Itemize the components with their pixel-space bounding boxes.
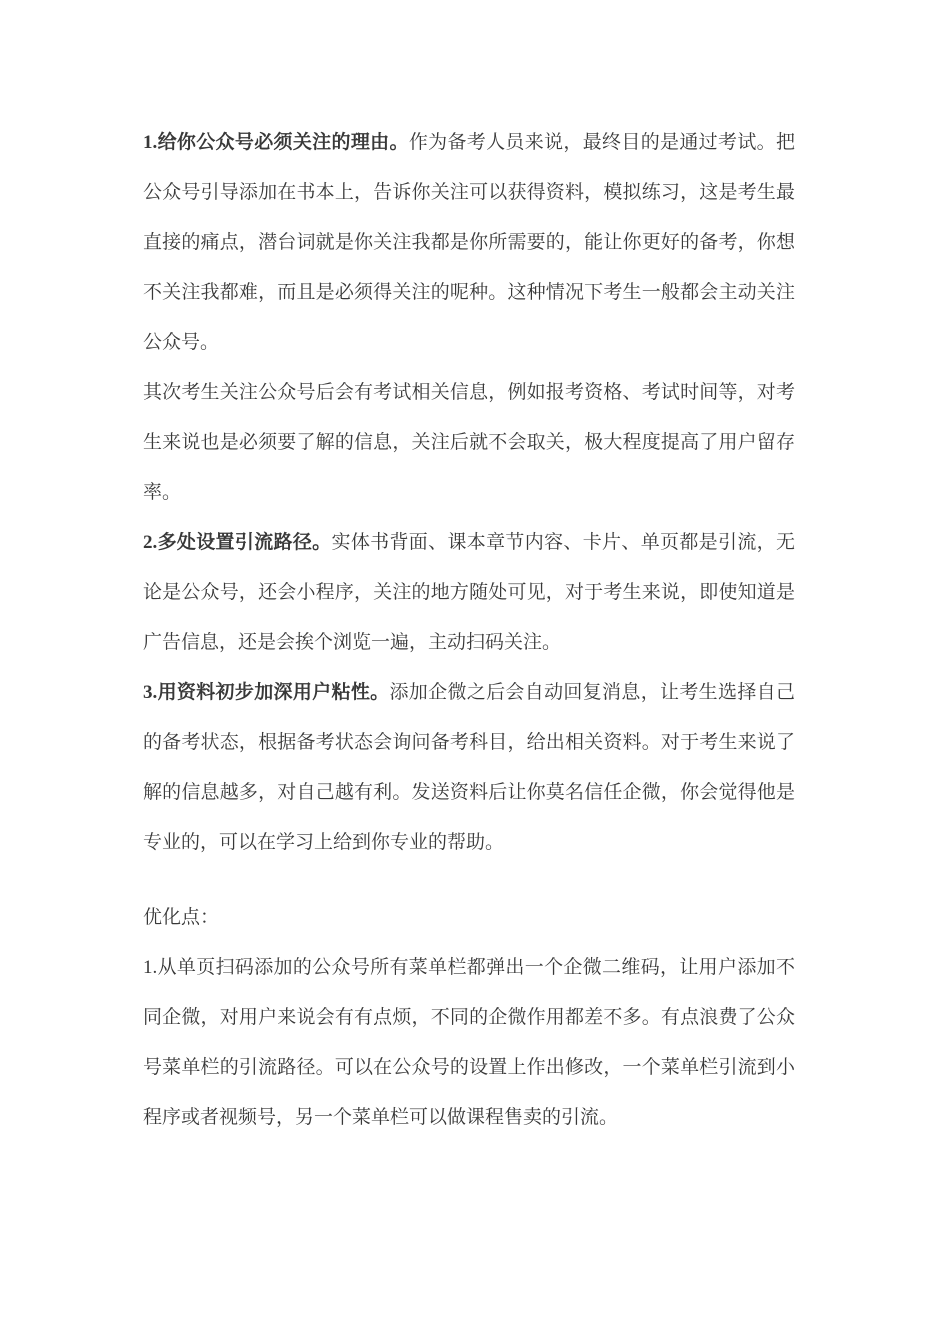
text-line: [143, 718, 795, 768]
text-run: 号菜单栏的引流路径。可以在公众号的设置上作出修改，一个菜单栏引流到小: [143, 1057, 795, 1078]
text-line: [143, 668, 795, 718]
text-line: [143, 893, 795, 943]
text-line: [143, 418, 795, 468]
text-line: [143, 168, 795, 218]
text-run: 论是公众号，还会小程序，关注的地方随处可见，对于考生来说，即使知道是: [143, 582, 795, 603]
document-body: [143, 118, 795, 1143]
text-run: 公众号。: [143, 332, 220, 353]
text-line: [143, 1093, 795, 1143]
text-run: 不关注我都难，而且是必须得关注的呢种。这种情况下考生一般都会主动关注: [143, 282, 795, 303]
text-run: 从单页扫码添加的公众号所有菜单栏都弹出一个企微二维码，让用户添加不: [157, 957, 795, 978]
text-run: 其次考生关注公众号后会有考试相关信息，例如报考资格、考试时间等，对考: [143, 382, 795, 403]
heading-run: 给你公众号必须关注的理由。: [157, 132, 409, 153]
text-run: 1.: [143, 957, 158, 978]
text-run: 广告信息，还是会挨个浏览一遍，主动扫码关注。: [143, 632, 562, 653]
text-run: 生来说也是必须要了解的信息，关注后就不会取关，极大程度提高了用户留存: [143, 432, 795, 453]
text-line: [143, 518, 795, 568]
text-run: 优化点：: [143, 907, 220, 928]
text-run: 添加企微之后会自动回复消息，让考生选择自己: [389, 682, 795, 703]
text-run: 率。: [143, 482, 182, 503]
document-page: [143, 118, 795, 1143]
text-line: [143, 818, 795, 868]
text-line: [143, 568, 795, 618]
text-run: 实体书背面、课本章节内容、卡片、单页都是引流，无: [331, 532, 795, 553]
text-line: [143, 318, 795, 368]
text-line: [143, 218, 795, 268]
text-line: [143, 368, 795, 418]
heading-run: 3.: [143, 682, 158, 703]
text-line: [143, 993, 795, 1043]
heading-run: 多处设置引流路径。: [157, 532, 332, 553]
text-line: [143, 118, 795, 168]
text-run: 专业的，可以在学习上给到你专业的帮助。: [143, 832, 505, 853]
text-line: [143, 268, 795, 318]
text-run: 同企微，对用户来说会有有点烦，不同的企微作用都差不多。有点浪费了公众: [143, 1007, 795, 1028]
heading-run: 1.: [143, 132, 158, 153]
text-run: 作为备考人员来说，最终目的是通过考试。把: [408, 132, 795, 153]
text-run: 直接的痛点，潜台词就是你关注我都是你所需要的，能让你更好的备考，你想: [143, 232, 795, 253]
text-run: 程序或者视频号，另一个菜单栏可以做课程售卖的引流。: [143, 1107, 619, 1128]
heading-run: 2.: [143, 532, 158, 553]
text-run: 的备考状态，根据备考状态会询问备考科目，给出相关资料。对于考生来说了: [143, 732, 795, 753]
text-line: [143, 468, 795, 518]
text-run: 公众号引导添加在书本上，告诉你关注可以获得资料，模拟练习，这是考生最: [143, 182, 795, 203]
heading-run: 用资料初步加深用户粘性。: [157, 682, 390, 703]
text-line: [143, 943, 795, 993]
text-line: [143, 1043, 795, 1093]
text-line: [143, 768, 795, 818]
text-line: [143, 618, 795, 668]
blank-line: [143, 868, 795, 893]
text-run: 解的信息越多，对自己越有利。发送资料后让你莫名信任企微，你会觉得他是: [143, 782, 795, 803]
